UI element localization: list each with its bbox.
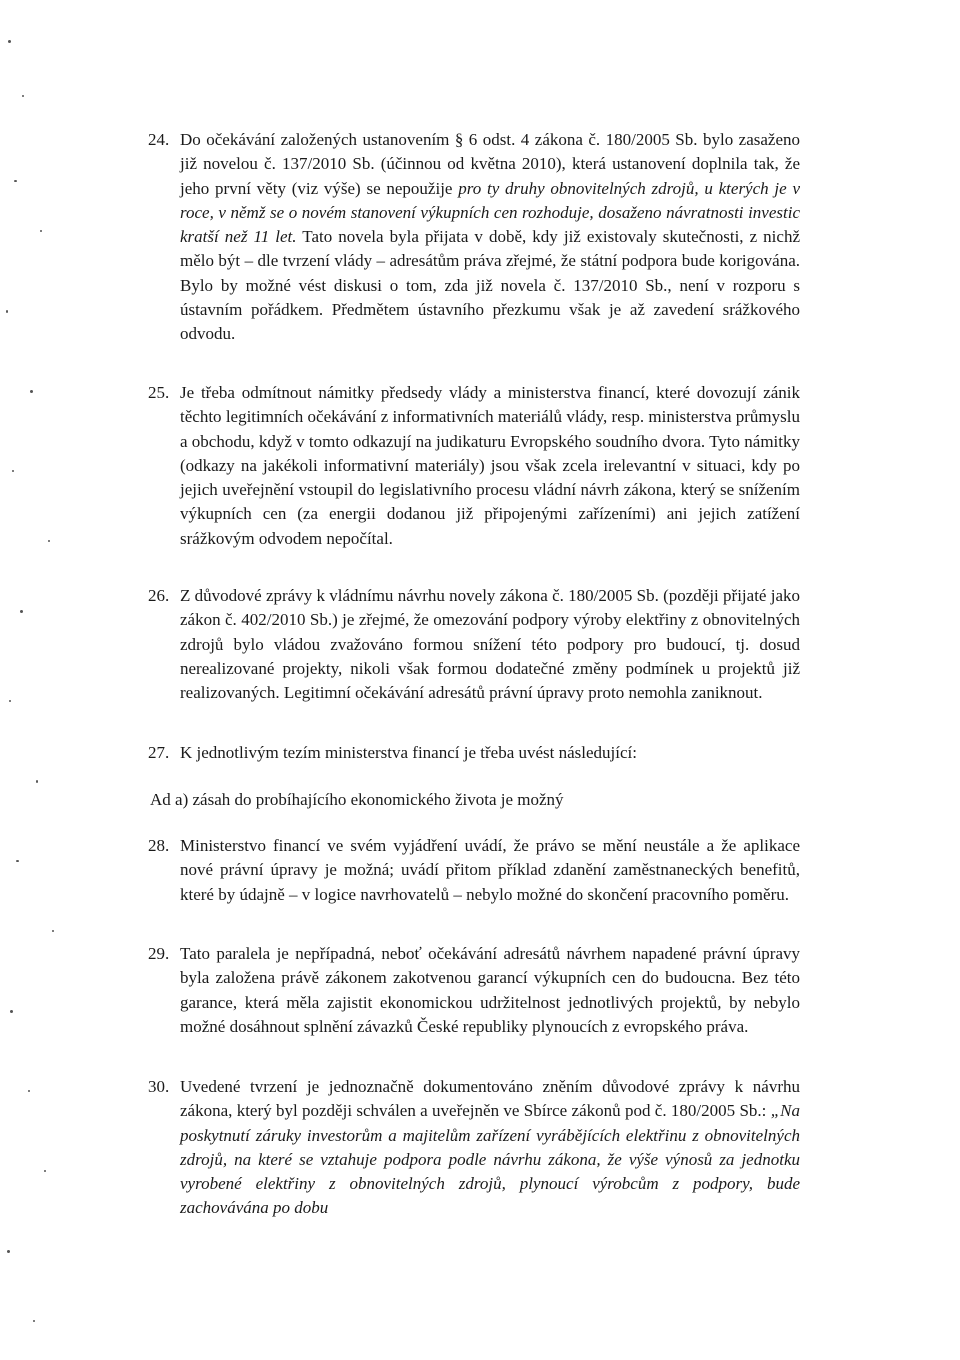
paragraph-number: 27. — [148, 743, 170, 762]
paragraph-text: Uvedené tvrzení je jednoznačně dokumentováno zněním důvodové zprávy k návrhu zákona, který byl později schválen a uveřejněn ve Sbírce zákonů pod č. 180/2005 Sb.: „Na poskytnutí záruky investorům a majitelům zařízení vyrábějících elektřinu z obnovitelných zdrojů, na které se vztahuje podpora podle návrhu zákona, že výše výnosů za jednotku vyrobené elektřiny z obnovitelných zdrojů, plynoucí výrobcům z podpory, bude zachovávána po dobu — [180, 1077, 800, 1218]
paragraph-text: Tato paralela je nepřípadná, neboť očekávání adresátů návrhem napadené právní úpravy byla založena právě zákonem zakotvenou garancí výkupních cen do budoucna. Bez této garance, která měla zajistit ekonomickou udržitelnost jednotlivých projektů, by nebylo možné dosáhnout splnění závazků České republiky plynoucích z evropského práva. — [180, 944, 800, 1036]
paragraph-number: 28. — [148, 836, 170, 855]
paragraph-27 — [148, 741, 800, 765]
section-heading: Ad a) zásah do probíhajícího ekonomického života je možný — [150, 790, 564, 809]
paragraph-24 — [148, 128, 800, 347]
paragraph-26 — [148, 584, 800, 705]
paragraph-text: Ministerstvo financí ve svém vyjádření uvádí, že právo se mění neustále a že aplikace nové právní úpravy je možná; uvádí přitom příklad zdanění zaměstnaneckých benefitů, které by údajně – v logice navrhovatelů – nebylo možné do skončení pracovního poměru. — [180, 836, 800, 904]
italic-quote: „Na poskytnutí záruky investorům a majitelům zařízení vyrábějících elektřinu z obnovitelných zdrojů, na které se vztahuje podpora podle návrhu zákona, že výše výnosů za jednotku vyrobené elektřiny z obnovitelných zdrojů, plynoucí výrobcům z podpory, bude zachovávána po dobu — [180, 1101, 800, 1218]
paragraph-number: 24. — [148, 130, 170, 149]
paragraph-number: 29. — [148, 944, 170, 963]
scan-noise — [0, 0, 90, 1360]
italic-quote: pro ty druhy obnovitelných zdrojů, u kterých je v roce, v němž se o novém stanovení výkupních cen rozhoduje, dosaženo návratnosti investic kratší než 11 let. — [180, 178, 800, 247]
paragraph-text: Je třeba odmítnout námitky předsedy vlády a ministerstva financí, které dovozují zánik těchto legitimních očekávání z informativních materiálů vlády, resp. ministerstva průmyslu a obchodu, když v tomto odkazují na judikaturu Evropského soudního dvora. Tyto námitky (odkazy na jakékoli informativní materiály) jsou však zcela irelevantní v situaci, kdy po jejich uveřejnění vstoupil do legislativního procesu vládní návrh zákona, který se snížením výkupních cen (za energii dodanou již připojenými zařízeními) ani jejich zatížení srážkovým odvodem nepočítal. — [180, 383, 800, 548]
paragraph-30 — [148, 1075, 800, 1221]
paragraph-text: K jednotlivým tezím ministerstva financí je třeba uvést následující: — [180, 743, 637, 762]
paragraph-number: 26. — [148, 586, 170, 605]
paragraph-text: Do očekávání založených ustanovením § 6 odst. 4 zákona č. 180/2005 Sb. bylo zasaženo již novelou č. 137/2010 Sb. (účinnou od května 2010), která ustanovení doplnila tak, že jeho první věty (viz výše) se nepoužije pro ty druhy obnovitelných zdrojů, u kterých je v roce, v němž se o novém stanovení výkupních cen rozhoduje, dosaženo návratnosti investic kratší než 11 let. Tato novela byla přijata v době, kdy již existovaly skutečnosti, z nichž mělo být – dle tvrzení vlády – adresátům práva zřejmé, že státní podpora bude korigována. Bylo by možné vést diskusi o tom, zda již novela č. 137/2010 Sb., není v rozporu s ústavním pořádkem. Předmětem ústavního přezkumu však je až zavedení srážkového odvodu. — [180, 130, 800, 344]
paragraph-28 — [148, 834, 800, 907]
paragraph-25 — [148, 381, 800, 551]
paragraph-number: 30. — [148, 1077, 170, 1096]
paragraph-number: 25. — [148, 383, 170, 402]
paragraph-29 — [148, 942, 800, 1039]
paragraph-text: Z důvodové zprávy k vládnímu návrhu novely zákona č. 180/2005 Sb. (později přijaté jako zákon č. 402/2010 Sb.) je zřejmé, že omezování podpory výroby elektřiny z obnovitelných zdrojů bylo vládou zvažováno formou snížení této podpory pro budoucí, tj. dosud nerealizované projekty, nikoli však formou dodatečné změny podmínek u projektů již realizovaných. Legitimní očekávání adresátů právní úpravy proto nemohla zaniknout. — [180, 586, 800, 703]
